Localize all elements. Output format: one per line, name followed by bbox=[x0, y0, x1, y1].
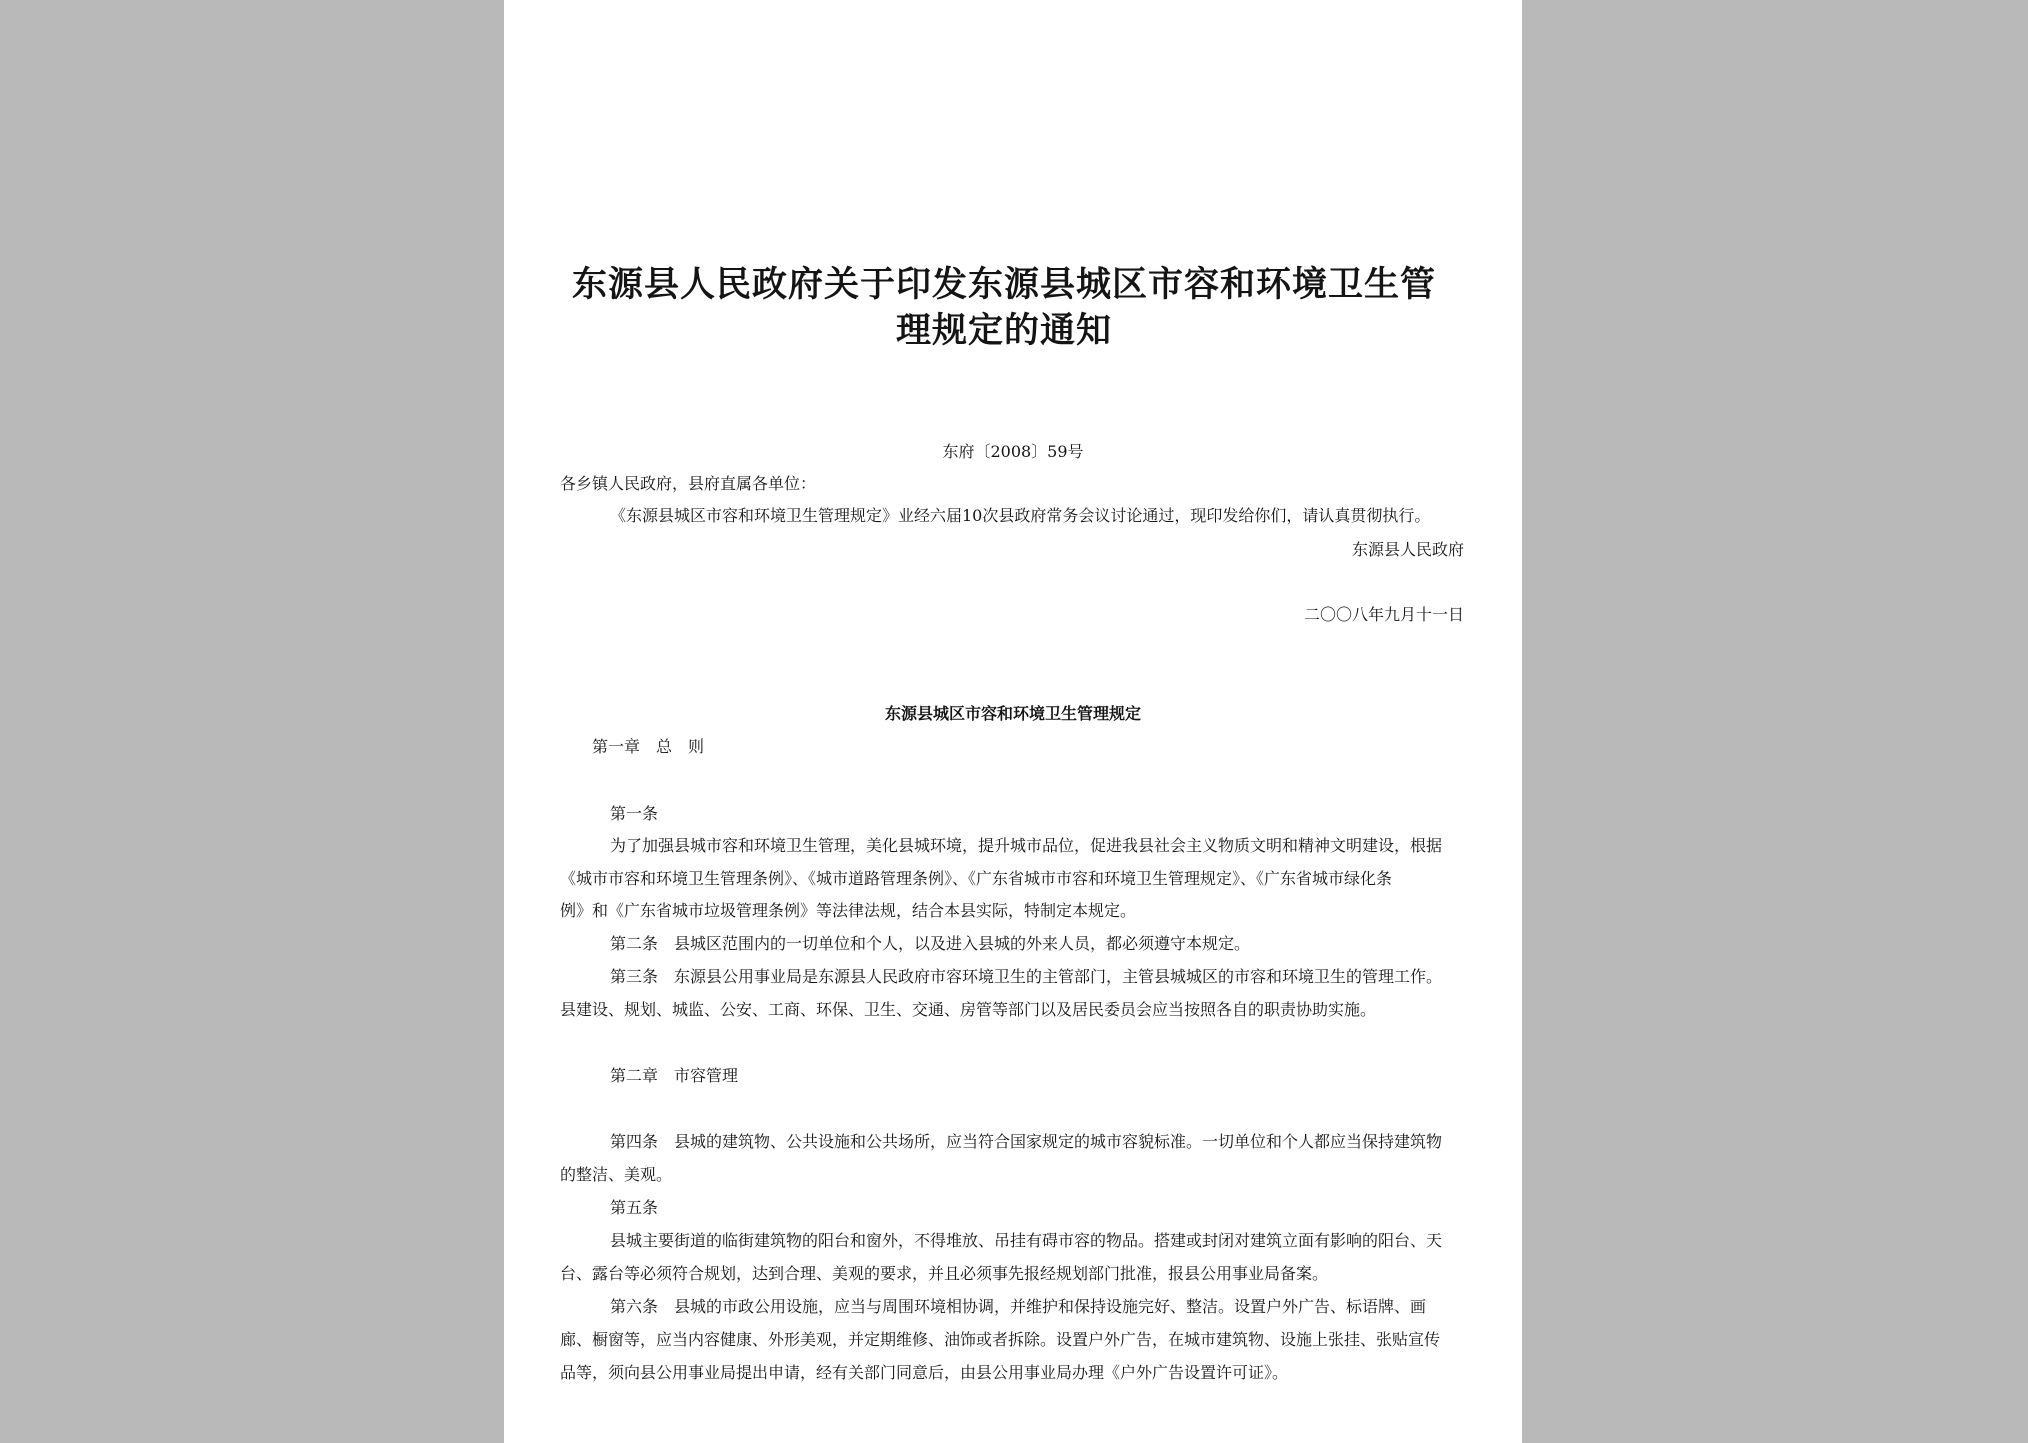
chapter-2-heading: 第二章 市容管理 bbox=[610, 1066, 739, 1085]
article-3-line-2: 县建设、规划、城监、公安、工商、环保、卫生、交通、房管等部门以及居民委员会应当按照各自的职责协助实施。 bbox=[560, 1000, 1377, 1019]
article-4-line-1: 第四条 县城的建筑物、公共设施和公共场所，应当符合国家规定的城市容貌标准。一切单位和个人都应当保持建筑物 bbox=[610, 1132, 1443, 1151]
article-5-line-1: 县城主要街道的临街建筑物的阳台和窗外，不得堆放、吊挂有碍市容的物品。搭建或封闭对建筑立面有影响的阳台、天 bbox=[610, 1231, 1443, 1250]
article-5-heading: 第五条 bbox=[610, 1198, 659, 1217]
article-6-line-1: 第六条 县城的市政公用设施，应当与周围环境相协调，并维护和保持设施完好、整洁。设置户外广告、标语牌、画 bbox=[610, 1297, 1427, 1316]
article-2: 第二条 县城区范围内的一切单位和个人，以及进入县城的外来人员，都必须遵守本规定。 bbox=[610, 934, 1251, 953]
document-page bbox=[504, 0, 1522, 1443]
article-6-line-3: 品等，须向县公用事业局提出申请，经有关部门同意后，由县公用事业局办理《户外广告设置许可证》。 bbox=[560, 1363, 1289, 1382]
article-1-line-1: 为了加强县城市容和环境卫生管理，美化县城环境，提升城市品位，促进我县社会主义物质文明和精神文明建设，根据 bbox=[610, 836, 1443, 855]
article-1-line-2: 《城市市容和环境卫生管理条例》、《城市道路管理条例》、《广东省城市市容和环境卫生管理规定》、《广东省城市绿化条 bbox=[560, 869, 1393, 888]
article-4-line-2: 的整洁、美观。 bbox=[560, 1165, 673, 1184]
article-1-heading: 第一条 bbox=[610, 804, 659, 823]
intro-paragraph: 《东源县城区市容和环境卫生管理规定》业经六届10次县政府常务会议讨论通过，现印发给你们，请认真贯彻执行。 bbox=[610, 506, 1431, 525]
issue-date: 二〇〇八年九月十一日 bbox=[1303, 605, 1464, 624]
title-line-1: 东源县人民政府关于印发东源县城区市容和环境卫生管 bbox=[571, 264, 1436, 305]
article-1-line-3: 例》和《广东省城市垃圾管理条例》等法律法规，结合本县实际，特制定本规定。 bbox=[560, 901, 1137, 920]
document-title bbox=[564, 262, 1444, 354]
chapter-1-heading: 第一章 总 则 bbox=[592, 737, 705, 756]
article-3-line-1: 第三条 东源县公用事业局是东源县人民政府市容环境卫生的主管部门，主管县城城区的市容和环境卫生的管理工作。 bbox=[610, 967, 1443, 986]
recipients-line: 各乡镇人民政府，县府直属各单位： bbox=[560, 474, 817, 493]
regulation-title: 东源县城区市容和环境卫生管理规定 bbox=[884, 704, 1141, 723]
title-line-2: 理规定的通知 bbox=[895, 310, 1112, 351]
issuer-name: 东源县人民政府 bbox=[1351, 540, 1464, 559]
document-number: 东府〔2008〕59号 bbox=[942, 442, 1084, 461]
article-5-line-2: 台、露台等必须符合规划，达到合理、美观的要求，并且必须事先报经规划部门批准，报县公用事业局备案。 bbox=[560, 1264, 1329, 1283]
article-6-line-2: 廊、橱窗等，应当内容健康、外形美观，并定期维修、油饰或者拆除。设置户外广告，在城市建筑物、设施上张挂、张贴宣传 bbox=[560, 1330, 1441, 1349]
